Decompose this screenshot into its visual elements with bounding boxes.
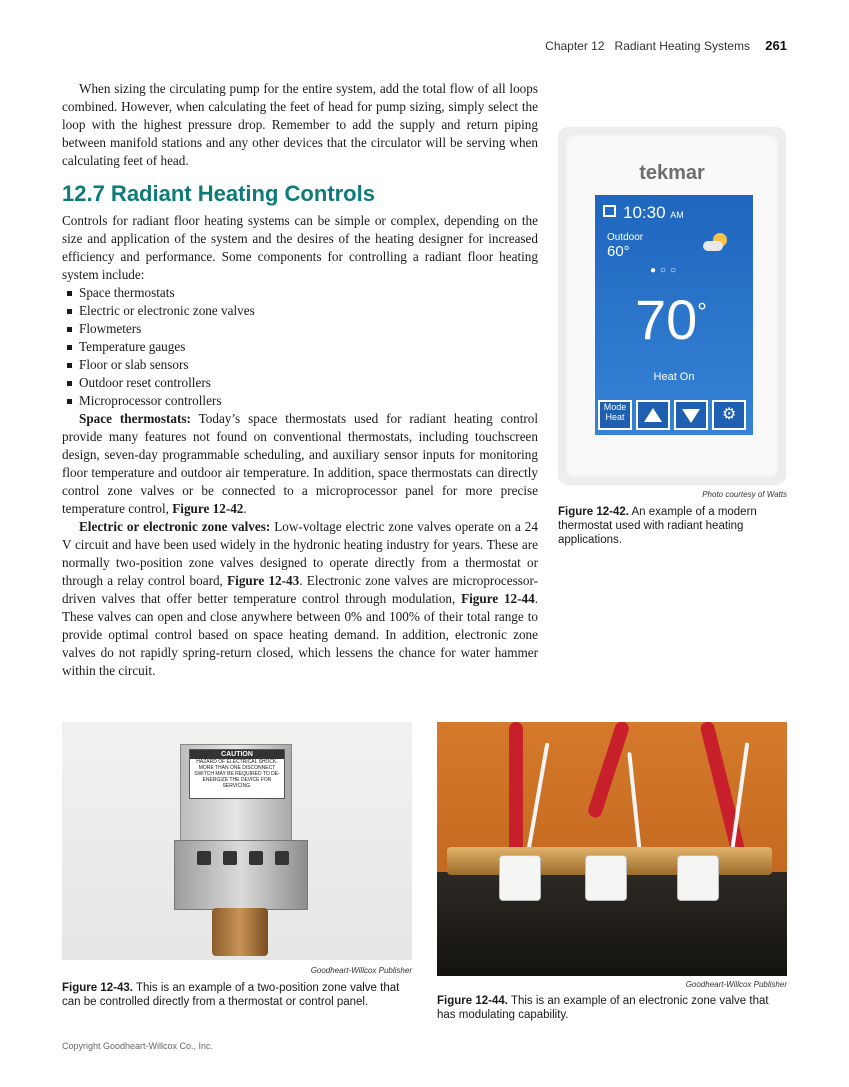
terminal-screw [223,851,237,865]
brand-logo: tekmar [639,162,705,184]
page-number: 261 [765,38,787,53]
valve-actuator [180,744,292,846]
caution-label [189,749,285,799]
fig44-credit: Goodheart-Willcox Publisher [685,980,787,989]
zone-valve-photo [62,722,412,960]
thermostats-paragraph [62,410,538,518]
list-item: Temperature gauges [62,338,538,356]
zone-valves-text3: . These valves can open and close anywhere between 0% and 100% of their total range to provide optimal control based on space heating demand. In addition, electronic zone valves do not rapidly spring-return closed, which lessens the chance for water hammer within the circuit. [62,591,539,678]
fig42-label: Figure 12-42. [558,506,629,518]
up-button[interactable] [636,400,670,430]
running-header [0,38,787,53]
setpoint-value: 70 [635,288,698,351]
fig44-label: Figure 12-44. [437,995,508,1007]
chapter-label: Chapter 12 [545,39,605,53]
controls-text [62,212,538,680]
components-list [62,284,538,410]
intro-paragraph: When sizing the circulating pump for the entire system, add the total flow of all loops combined. However, when calculating the feet of head for pump sizing, simply select the loop with the highest pressure drop. Remember to add the supply and return piping between manifold stations and any other devices that the circulator will be serving when calculating feet of head. [62,81,538,168]
zone-valves-term: Electric or electronic zone valves: [79,519,271,534]
fig43-label: Figure 12-43. [62,982,133,994]
list-item: Floor or slab sensors [62,356,538,374]
intro-text [62,80,538,170]
terminal-screw [197,851,211,865]
figure-ref-43[interactable]: Figure 12-43 [227,573,300,588]
calendar-icon [603,205,616,217]
thermostat-photo [558,127,786,485]
page-dots-icon: ●○○ [650,265,681,276]
mode-line2: Heat [605,412,625,422]
zone-valves-text2: . Electronic zone valves are microprocessor-driven valves that offer better temperature control through modulation, [62,573,539,606]
figure-ref-44[interactable]: Figure 12-44 [461,591,535,606]
mode-button[interactable] [598,400,632,430]
thermostats-end: . [243,501,247,516]
list-item: Microprocessor controllers [62,392,538,410]
figure-ref-42[interactable]: Figure 12-42 [172,501,244,516]
valve-actuator [585,855,627,901]
fig43-caption [62,981,407,1009]
cloud-icon [703,241,723,251]
controls-paragraph: Controls for radiant floor heating systems can be simple or complex, depending on the size and application of the system and the desires of the heating designer for increased efficiency and performance. Some components for controlling a radiant floor heating system include: [62,213,538,282]
list-item: Space thermostats [62,284,538,302]
fig42-credit: Photo courtesy of Watts [702,490,787,499]
fig42-text: An example of a modern thermostat used with radiant heating applications. [558,506,757,546]
caution-heading: CAUTION [190,750,284,759]
setpoint-unit: ° [697,298,707,326]
down-button[interactable] [674,400,708,430]
terminal-screw [249,851,263,865]
copyright-footer: Copyright Goodheart-Willcox Co., Inc. [62,1041,214,1051]
pex-pipe [509,722,523,867]
list-item: Electric or electronic zone valves [62,302,538,320]
thermostats-text: Today’s space thermostats used for radiant heating control provide many features not found on conventional thermostats, including touchscreen design, seven-day programmable scheduling, and auxiliary sensor inputs for monitoring floor temperature and outdoor air temperature. In addition, space thermostats can directly control zone valves or be connected to a microprocessor panel for more precise temperature control, [62,411,539,516]
thermostat-device [564,133,780,479]
fig44-text: This is an example of an electronic zone valve that has modulating capability. [437,995,769,1021]
section-heading: 12.7 Radiant Heating Controls [62,181,375,206]
caution-text: HAZARD OF ELECTRICAL SHOCK. MORE THAN ONE DISCONNECT SWITCH MAY BE REQUIRED TO DE-ENERGIZE THE DEVICE FOR SERVICING. [194,759,280,789]
valve-actuator [499,855,541,901]
valve-housing [174,840,308,910]
thermostat-screen [595,195,753,435]
list-item: Outdoor reset controllers [62,374,538,392]
fig43-credit: Goodheart-Willcox Publisher [310,966,412,975]
gear-icon: ⚙ [722,406,737,423]
arrow-up-icon [644,408,662,422]
terminal-screw [275,851,289,865]
valve-actuator [677,855,719,901]
outdoor-temp: 60° [607,243,630,260]
fig42-caption [558,505,787,547]
setpoint-display [635,287,707,352]
zone-valves-text1: Low-voltage electric zone valves operate on a 24 V circuit and have been used widely in the hydronic heating industry for years. These are normally two-position zone valves designed to operate directly from a thermostat or through a relay control board, [62,519,538,588]
electronic-valve-photo [437,722,787,976]
clock-ampm: AM [670,210,684,220]
thermostats-term: Space thermostats: [79,411,191,426]
list-item: Flowmeters [62,320,538,338]
fig43-text: This is an example of a two-position zone valve that can be controlled directly from a thermostat or control panel. [62,982,400,1008]
outdoor-label: Outdoor [607,232,644,243]
chapter-title: Radiant Heating Systems [614,39,750,53]
clock-readout [623,203,684,223]
mode-line1: Mode [603,402,627,412]
fig44-caption [437,994,787,1022]
heat-status: Heat On [653,371,695,383]
zone-valves-paragraph [62,518,538,680]
arrow-down-icon [682,409,700,423]
brass-fitting [212,908,268,956]
settings-button[interactable] [712,400,746,430]
clock-time: 10:30 [623,203,666,222]
